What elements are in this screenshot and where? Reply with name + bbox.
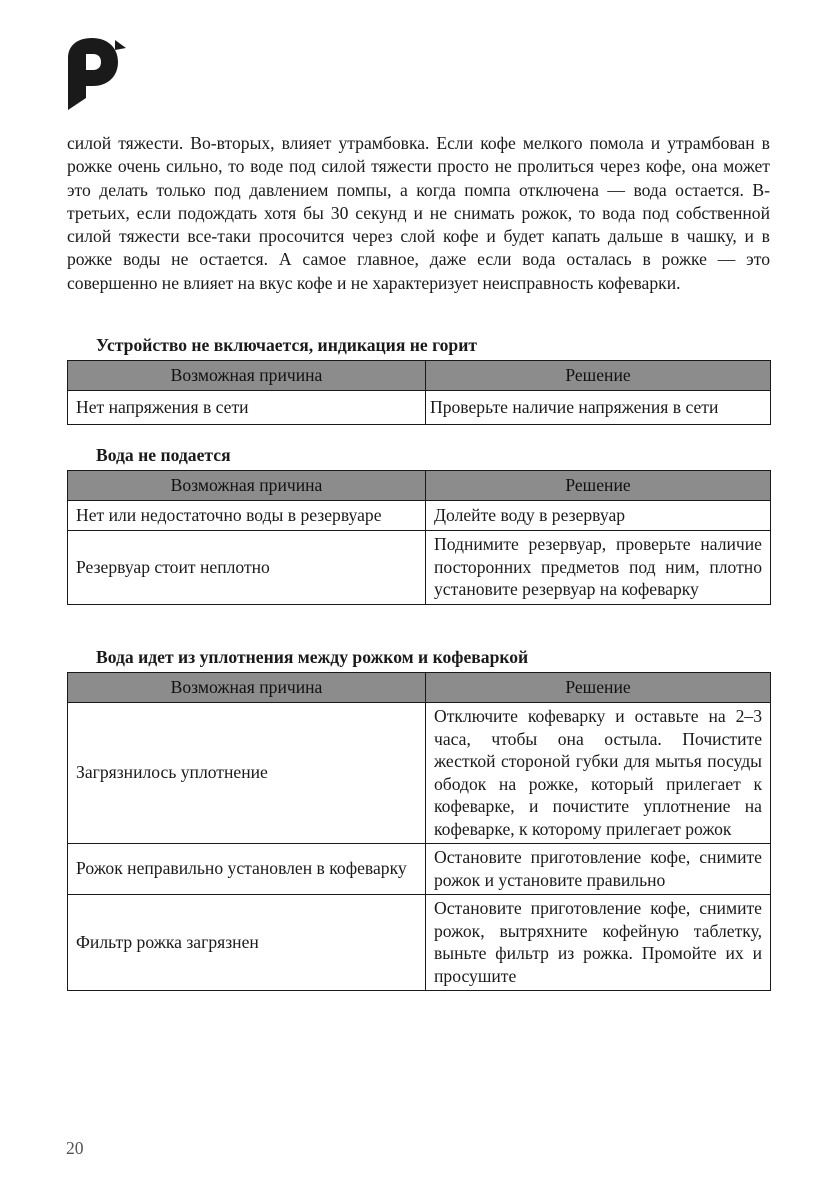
section-title: Вода идет из уплотнения между рожком и кофеваркой xyxy=(96,647,529,667)
header-solution: Решение xyxy=(426,471,771,501)
solution-cell: Долейте воду в резервуар xyxy=(426,501,771,531)
intro-paragraph: силой тяжести. Во-вторых, влияет утрамбовка. Если кофе мелкого помола и утрамбован в рожке очень сильно, то воде под силой тяжести просто не пролиться через кофе, она может это делать только под давлением помпы, а когда помпа отключена — вода остается. В-третьих, если подождать хотя бы 30 секунд и не снимать рожок, то вода под собственной силой тяжести все-таки просочится через слой кофе и будет капать дальше в чашку, и в рожке воды не остается. А самое главное, даже если вода осталась в рожке — это совершенно не влияет на вкус кофе и не характеризует неисправность кофеварки. xyxy=(67,133,770,293)
table-row xyxy=(68,391,771,425)
solution-cell: Проверьте наличие напряжения в сети xyxy=(426,391,771,425)
header-solution: Решение xyxy=(426,673,771,703)
table-header-row xyxy=(68,471,771,501)
cause-cell: Нет или недостаточно воды в резервуаре xyxy=(68,501,426,531)
cause-cell: Резервуар стоит неплотно xyxy=(68,531,426,605)
section-title: Устройство не включается, индикация не горит xyxy=(96,335,477,355)
section-title: Вода не подается xyxy=(96,445,231,465)
table-row xyxy=(68,531,771,605)
solution-cell: Отключите кофеварку и оставьте на 2–3 часа, чтобы она остыла. Почистите жесткой стороной губки для мытья посуды ободок на рожке, который прилегает к кофеварке, и почистите уплотнение на кофеварке, к которому прилегает рожок xyxy=(426,703,771,844)
troubleshooting-table xyxy=(67,360,771,425)
brand-p-logo-icon xyxy=(66,36,128,112)
table-row xyxy=(68,895,771,991)
header-cause: Возможная причина xyxy=(68,673,426,703)
troubleshooting-table xyxy=(67,672,771,991)
page-number: 20 xyxy=(66,1138,84,1158)
table-row xyxy=(68,501,771,531)
table-row xyxy=(68,703,771,844)
header-cause: Возможная причина xyxy=(68,361,426,391)
header-cause: Возможная причина xyxy=(68,471,426,501)
header-solution: Решение xyxy=(426,361,771,391)
cause-cell: Рожок неправильно установлен в кофеварку xyxy=(68,844,426,895)
troubleshooting-table xyxy=(67,470,771,605)
table-header-row xyxy=(68,673,771,703)
cause-cell: Нет напряжения в сети xyxy=(68,391,426,425)
solution-cell: Остановите приготовление кофе, снимите рожок и установите правильно xyxy=(426,844,771,895)
solution-cell: Поднимите резервуар, проверьте наличие посторонних предметов под ним, плотно установите резервуар на кофеварку xyxy=(426,531,771,605)
solution-cell: Остановите приготовление кофе, снимите рожок, вытряхните кофейную таблетку, выньте фильтр из рожка. Промойте их и просушите xyxy=(426,895,771,991)
table-header-row xyxy=(68,361,771,391)
table-row xyxy=(68,844,771,895)
cause-cell: Загрязнилось уплотнение xyxy=(68,703,426,844)
cause-cell: Фильтр рожка загрязнен xyxy=(68,895,426,991)
